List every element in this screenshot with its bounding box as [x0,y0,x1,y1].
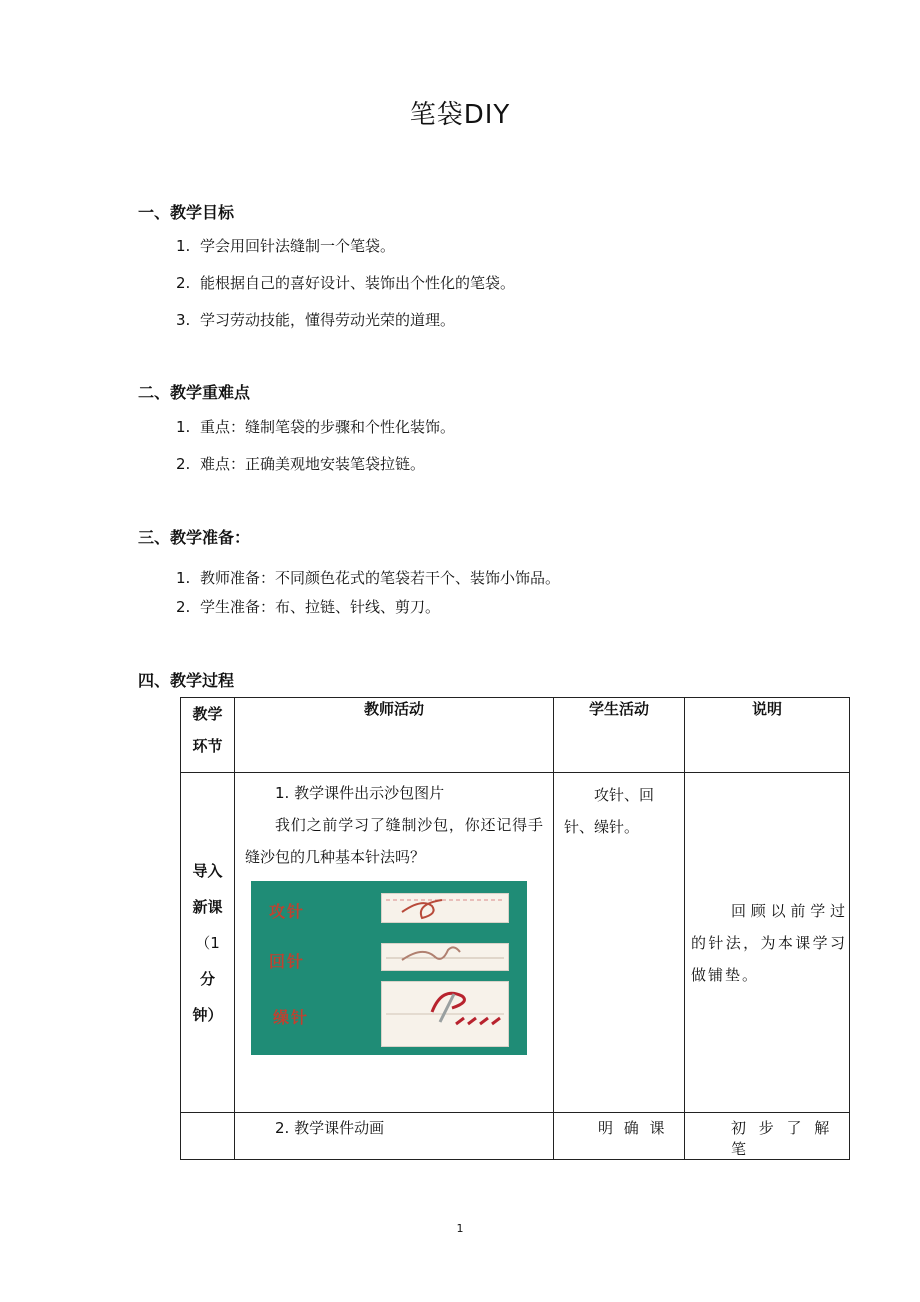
lesson-table [180,697,850,1160]
stitch-image [251,881,527,1055]
table-header-row [181,698,850,773]
stitch-label: 回针 [269,952,306,971]
stage-line: 新课 [192,897,223,916]
item-text: 学会用回针法缝制一个笔袋。 [200,237,396,255]
header-stage [181,698,235,773]
keypoints-item-2 [176,453,425,474]
keypoints-item-1 [176,416,455,437]
header-stage-line1: 教学 [192,705,223,723]
stage-line: 分 [199,969,215,988]
stitch-card-3 [381,981,509,1047]
stage-line: 导入 [192,861,223,880]
header-student: 学生活动 [554,698,685,773]
item-number: 2. [176,274,191,292]
item-number: 2. [176,598,191,616]
header-note: 说明 [685,698,850,773]
teacher-step: 1. 教学课件出示沙包图片 [275,784,445,802]
item-text: 学生准备：布、拉链、针线、剪刀。 [200,598,441,616]
teacher-text: 我们之前学习了缝制沙包，你还记得手缝沙包的几种基本针法吗？ [245,816,543,866]
page-title: 笔袋DIY [409,100,511,130]
teacher-activity-cell [235,1113,554,1160]
stage-line: （1 [195,933,220,952]
stage-cell [181,1113,235,1160]
stitch-card-2 [381,943,509,971]
item-text: 教师准备：不同颜色花式的笔袋若干个、装饰小饰品。 [200,569,561,587]
item-number: 3. [176,311,191,329]
prep-item-1 [176,567,560,588]
back-stitch-icon [382,944,508,970]
student-activity-cell [554,773,685,1113]
item-number: 2. [176,455,191,473]
note-text: 初 步 了 解 笔 [731,1119,834,1158]
goals-item-3 [176,309,455,330]
item-number: 1. [176,237,191,255]
student-text: 攻针、回针、缲针。 [564,786,655,836]
table-row [181,773,850,1113]
prep-item-2 [176,596,440,617]
goals-heading: 一、教学目标 [138,203,235,222]
page-number: 1 [456,1222,464,1235]
student-text: 明 确 课 [598,1119,668,1137]
note-text: 回顾以前学过的针法，为本课学习做铺垫。 [691,901,847,984]
blind-stitch-icon [382,982,508,1046]
stitch-label: 缲针 [273,1008,310,1027]
header-teacher: 教师活动 [235,698,554,773]
teacher-activity-cell [235,773,554,1113]
note-cell [685,773,850,1113]
item-text: 能根据自己的喜好设计、装饰出个性化的笔袋。 [200,274,516,292]
stage-cell [181,773,235,1113]
goals-item-1 [176,235,395,256]
stitch-card-1 [381,893,509,923]
goals-item-2 [176,272,515,293]
header-stage-line2: 环节 [192,737,223,755]
item-text: 学习劳动技能，懂得劳动光荣的道理。 [200,311,456,329]
keypoints-heading: 二、教学重难点 [138,383,251,402]
teacher-step: 2. 教学课件动画 [275,1119,385,1137]
stage-line: 钟） [192,1005,223,1024]
process-heading: 四、教学过程 [138,671,235,690]
item-text: 重点：缝制笔袋的步骤和个性化装饰。 [200,418,456,436]
item-number: 1. [176,418,191,436]
stitch-label: 攻针 [269,902,306,921]
note-cell [685,1113,850,1160]
table-row [181,1113,850,1160]
item-text: 难点：正确美观地安装笔袋拉链。 [200,455,426,473]
student-activity-cell [554,1113,685,1160]
item-number: 1. [176,569,191,587]
prep-heading: 三、教学准备： [138,528,251,547]
running-stitch-icon [382,894,508,922]
